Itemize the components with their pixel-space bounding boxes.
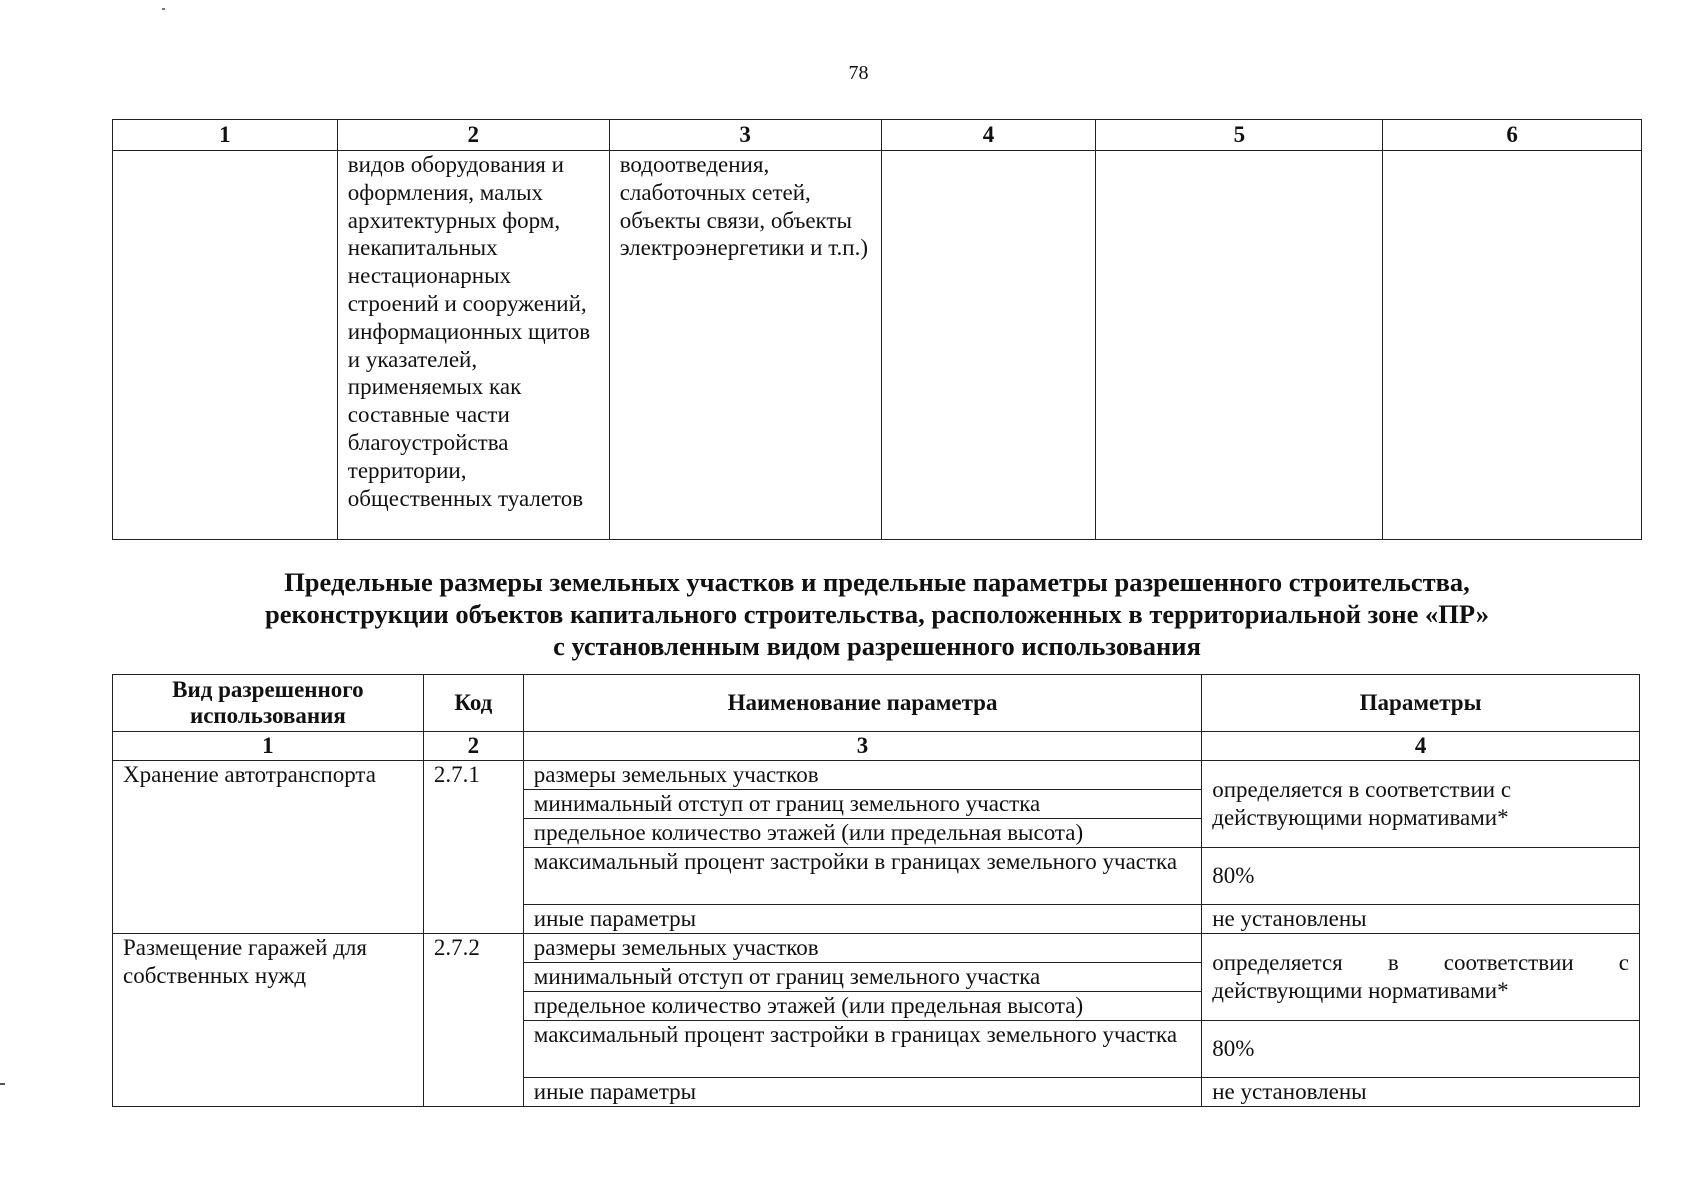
table-cell [881, 151, 1096, 540]
column-number: 2 [337, 120, 609, 151]
column-number: 1 [113, 120, 338, 151]
parameters-table [112, 674, 1640, 1107]
code-cell: 2.7.2 [423, 934, 523, 1107]
table-cell [1096, 151, 1383, 540]
header-parameters: Параметры [1202, 675, 1640, 732]
column-number: 4 [1202, 732, 1640, 761]
column-number: 5 [1096, 120, 1383, 151]
column-number-row [113, 120, 1642, 151]
table-cell: видов оборудования и оформления, малых архитектурных форм, некапитальных нестационарных строений и сооружений, информационных щитов и указателей, применяемых как составные части благоустройства территории, общественных туалетов [337, 151, 609, 540]
header-use-type: Вид разрешенного использования [113, 675, 424, 732]
section-heading [112, 566, 1642, 662]
margin-mark [0, 1083, 5, 1085]
column-number: 6 [1383, 120, 1642, 151]
column-number: 2 [423, 732, 523, 761]
heading-line: Предельные размеры земельных участков и предельные параметры разрешенного строительства, [284, 567, 1470, 597]
parameter-value-cell: 80% [1202, 1021, 1640, 1078]
table-cell [113, 151, 338, 540]
parameter-name-cell: иные параметры [523, 905, 1201, 934]
heading-line: реконструкции объектов капитального строительства, расположенных в территориальной зоне «ПР» [265, 599, 1489, 629]
column-number: 3 [523, 732, 1201, 761]
parameter-value-cell: не установлены [1202, 905, 1640, 934]
continued-table [112, 119, 1642, 540]
parameter-value-cell: определяется в соответствии с действующими нормативами* [1202, 761, 1640, 848]
column-number: 1 [113, 732, 424, 761]
parameter-value-cell: не установлены [1202, 1078, 1640, 1107]
parameter-name-cell: размеры земельных участков [523, 934, 1201, 963]
parameter-name-cell: предельное количество этажей (или предельная высота) [523, 819, 1201, 848]
use-type-cell: Хранение автотранспорта [113, 761, 424, 934]
parameter-value-cell: 80% [1202, 848, 1640, 905]
table-row [113, 934, 1640, 963]
table-cell [1383, 151, 1642, 540]
scan-speck [162, 8, 165, 10]
use-type-cell: Размещение гаражей для собственных нужд [113, 934, 424, 1107]
parameter-name-cell: размеры земельных участков [523, 761, 1201, 790]
table-row [113, 761, 1640, 790]
parameter-name-cell: максимальный процент застройки в границах земельного участка [523, 1021, 1201, 1078]
column-number-row [113, 732, 1640, 761]
column-number: 3 [609, 120, 881, 151]
header-parameter-name: Наименование параметра [523, 675, 1201, 732]
table-cell: водоотведения, слаботочных сетей, объекты связи, объекты электроэнергетики и т.п.) [609, 151, 881, 540]
header-code: Код [423, 675, 523, 732]
parameter-name-cell: предельное количество этажей (или предельная высота) [523, 992, 1201, 1021]
parameter-name-cell: иные параметры [523, 1078, 1201, 1107]
parameter-name-cell: минимальный отступ от границ земельного участка [523, 790, 1201, 819]
parameter-name-cell: максимальный процент застройки в границах земельного участка [523, 848, 1201, 905]
table-row [113, 151, 1642, 540]
heading-line: с установленным видом разрешенного использования [553, 631, 1201, 661]
code-cell: 2.7.1 [423, 761, 523, 934]
column-number: 4 [881, 120, 1096, 151]
header-row [113, 675, 1640, 732]
parameter-name-cell: минимальный отступ от границ земельного участка [523, 963, 1201, 992]
parameter-value-cell: определяется в соответствии с действующими нормативами* [1202, 934, 1640, 1021]
page-number: 78 [848, 62, 869, 84]
